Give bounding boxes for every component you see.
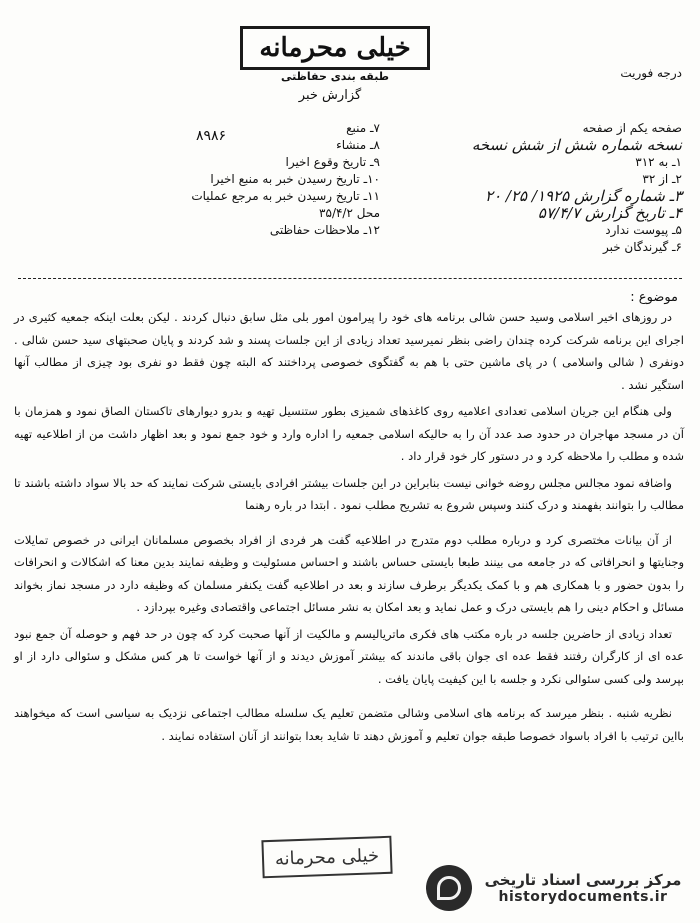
header-field: ۱۱ـ تاریخ رسیدن خبر به مرجع عملیات <box>191 189 380 203</box>
subject-label: موضوع : <box>630 290 678 305</box>
header-field: ۱ـ به ۳۱۲ <box>635 155 682 169</box>
header-field: ۶ـ گیرندگان خبر <box>602 240 682 254</box>
priority-label: درجه فوریت <box>620 66 682 80</box>
bottom-classification-stamp: خیلی محرمانه <box>261 836 392 879</box>
header-field: ۱۲ـ ملاحظات حفاظتی <box>269 223 380 237</box>
header-field: ۱۰ـ تاریخ رسیدن خبر به منبع اخیرا <box>210 172 380 186</box>
header-field: ۹ـ تاریخ وقوع اخیرا <box>285 155 380 169</box>
header-field: صفحه یکم از صفحه <box>582 121 682 135</box>
watermark-persian: مرکز بررسی اسناد تاریخی <box>484 871 682 889</box>
watermark-url: historydocuments.ir <box>498 889 668 905</box>
header-field: محل ۳۵/۴/۲ <box>319 206 380 220</box>
header-fields-left <box>120 120 380 239</box>
header-field: ۸ـ منشاء <box>336 138 380 152</box>
header-field: ۲ـ از ۳۲ <box>642 172 682 186</box>
body-paragraph: واضافه نمود مجالس مجلس روضه خوانی نیست بنابراین در این جلسات بیشتر افرادی بایستی شرکت نمایند که حد بالا سواد داشته باشند تا مطالب را بتوانند بفهمند و درک کنند وسپس شروع به تشریح مطلب نمود . ابتدا در باره رهنما <box>14 475 684 512</box>
body-paragraph: تعداد زیادی از حاضرین جلسه در باره مکتب های فکری ماتریالیسم و مالکیت از آنها صحبت کرد که چون در حد فهم و حوصله آن جمع نبود عده ای از کارگران رفتند فقط عده ای جوان باقی ماندند که بیشتر آموزش دیدند و از آنها خواست تا هر کس مشکل و سئوالی دارد از او بپرسد ولی کسی سئوالی نکرد و جلسه با این کیفیت پایان یافت . <box>14 626 684 686</box>
header-field: نسخه شماره شش از شش نسخه <box>471 136 682 154</box>
body-paragraph: نظریه شنبه . بنظر میرسد که برنامه های اسلامی وشالی متضمن تعلیم یک سلسله مطالب اجتماعی نزدیک به سیاسی است که میخواهند بااین ترتیب با افراد باسواد خصوصا طبقه جوان تعلیم و آموزش دهند تا شاید بعدا بتوانند از آنان استفاده نمایند . <box>14 706 684 743</box>
report-body <box>14 306 684 751</box>
header-field: ۳ـ شماره گزارش ۱۹۲۵/ ۲۵/ ۲۰ <box>485 187 682 205</box>
header-fields-right <box>382 120 682 256</box>
archive-logo-icon <box>426 865 472 911</box>
source-code: ۸۹۸۶ <box>196 128 227 144</box>
classification-subtitle: طبقه بندی حفاظتی <box>280 70 390 83</box>
header-field: ۴ـ تاریخ گزارش ۵۷/۴/۷ <box>537 204 682 222</box>
header-divider <box>18 278 682 279</box>
report-type-label: گزارش خبر <box>298 88 362 103</box>
header-field: ۵ـ پیوست ندارد <box>605 223 682 237</box>
watermark-logo <box>420 858 688 918</box>
body-paragraph: ولی هنگام این جریان اسلامی تعدادی اعلامیه روی کاغذهای شمیزی بطور ستنسیل تهیه و بدرو دیوارهای تاکستان الصاق نمود و همزمان با آن در مسجد مهاجران در حدود صد عدد آن را به حالیکه اسلامی جمعیه را اداره وارد و خود جمع نمود و بعد اظهار داشت من از اطلاعیه تهیه شده و مطلب را ملاحظه کرد و در دستور کار خود قرار داد . <box>14 404 684 463</box>
header-field: ۷ـ منبع <box>346 121 380 135</box>
classification-stamp: خیلی محرمانه <box>240 26 430 70</box>
body-paragraph: در روزهای اخیر اسلامی وسید حسن شالی برنامه های خود را پیرامون امور بلی مثل سابق دنبال کردند . لیکن بعلت اینکه جمعیه کثیری در اجرای این برنامه شرکت کرده چندان راضی بنظر نمیرسید تعداد زیادی از این جلسات پسند و شد کردند و پایان صحبتهای سید حسن شالی . دونفری ( شالی واسلامی ) در پای ماشین حتی با هم به گفتگوی خصوصی پرداختند که البته چون فقط دو نفری بود چیزی از مطالب آنها استگیر نشد . <box>14 310 684 392</box>
body-paragraph: از آن بیانات مختصری کرد و درباره مطلب دوم متدرج در اطلاعیه گفت هر فردی از افراد بخصوص مسلمانان ایرانی در خصوص تمایلات وجنایتها و انحرافاتی که در جامعه می بینند طبعا بایستی حساس باشند و احساس مسئولیت و وظیفه نمایند بدین معنا که اشکالات و انحرافات را بدون حضور و با همکاری هم و با کمک یکدیگر برطرف سازند و بعد در اطلاعیه گفت یکنفر مسلمان که وظیفه دارد در مسجد نماز بخواند مسائل و احکام دینی را هم بایستی درک و عمل نماید و بعد امکان به نشر مسائل اجتماعی واقتصادی وغیره بپردازد . <box>14 532 684 614</box>
